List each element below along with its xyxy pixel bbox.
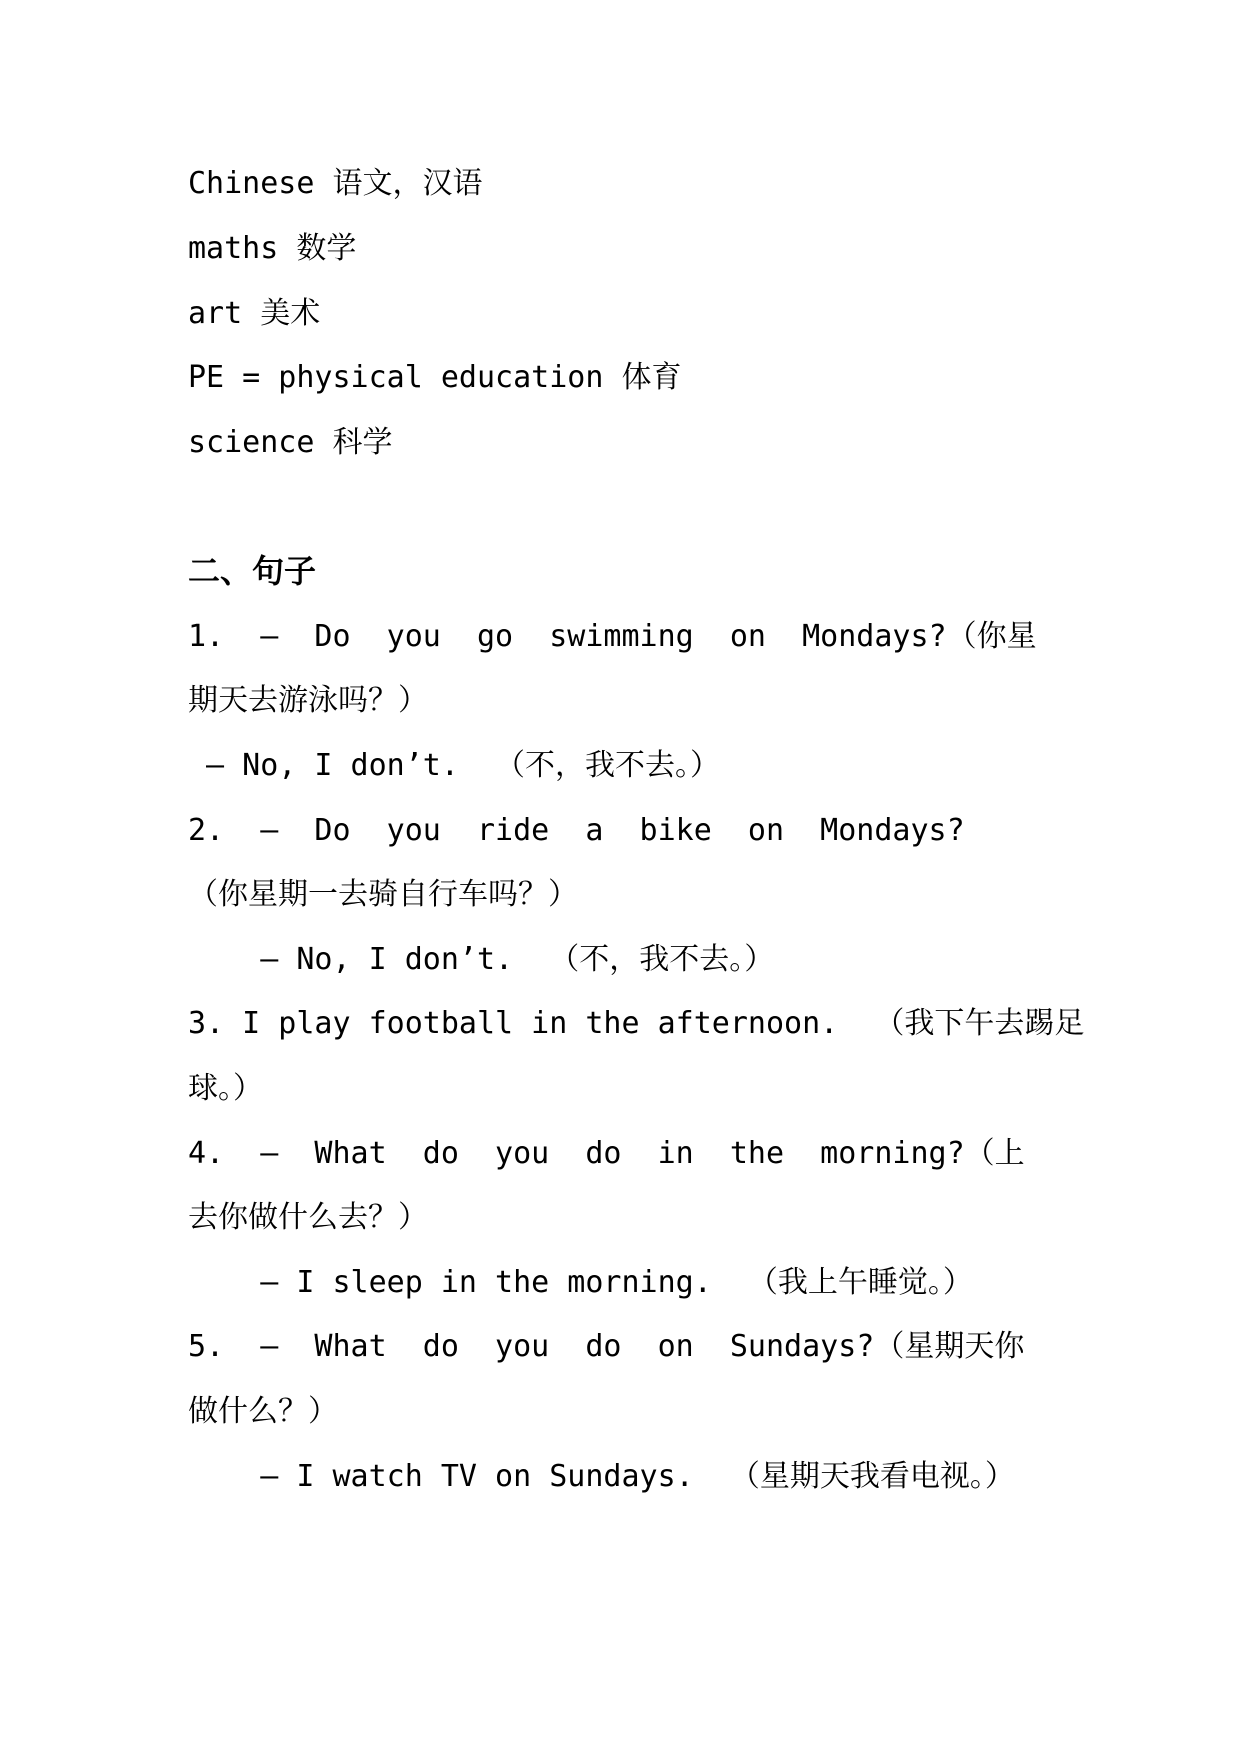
sentence-4-answer: — I sleep in the morning. （我上午睡觉。） bbox=[188, 1265, 973, 1300]
vocab-art: art 美术 bbox=[188, 296, 321, 331]
sentence-1-answer: — No, I don’t. （不，我不去。） bbox=[188, 748, 721, 783]
sentence-1-question: 1. — Do you go swimming on Mondays?（你星 bbox=[188, 619, 1037, 654]
sentence-5-answer: — I watch TV on Sundays. （星期天我看电视。） bbox=[188, 1459, 1015, 1494]
section-title: 二、句子 bbox=[188, 552, 317, 590]
sentence-3: 3. I play football in the afternoon. （我下午去踢足 bbox=[188, 1006, 1085, 1041]
vocab-maths: maths 数学 bbox=[188, 231, 357, 266]
sentence-1-question-cont: 期天去游泳吗？） bbox=[188, 683, 428, 718]
sentence-2-question: 2. — Do you ride a bike on Mondays? bbox=[188, 813, 965, 848]
sentence-4-question: 4. — What do you do in the morning?（上 bbox=[188, 1136, 1025, 1171]
sentence-5-question-cont: 做什么？） bbox=[188, 1394, 338, 1429]
sentence-4-question-cont: 去你做什么去？） bbox=[188, 1200, 428, 1235]
sentence-3-cont: 球。） bbox=[188, 1071, 263, 1106]
vocab-science: science 科学 bbox=[188, 425, 393, 460]
vocab-chinese: Chinese 语文，汉语 bbox=[188, 166, 483, 201]
vocab-pe: PE = physical education 体育 bbox=[188, 360, 682, 395]
sentence-2-answer: — No, I don’t. （不，我不去。） bbox=[188, 942, 775, 977]
sentence-5-question: 5. — What do you do on Sundays?（星期天你 bbox=[188, 1329, 1025, 1364]
sentence-2-question-cont: （你星期一去骑自行车吗？） bbox=[188, 877, 578, 912]
